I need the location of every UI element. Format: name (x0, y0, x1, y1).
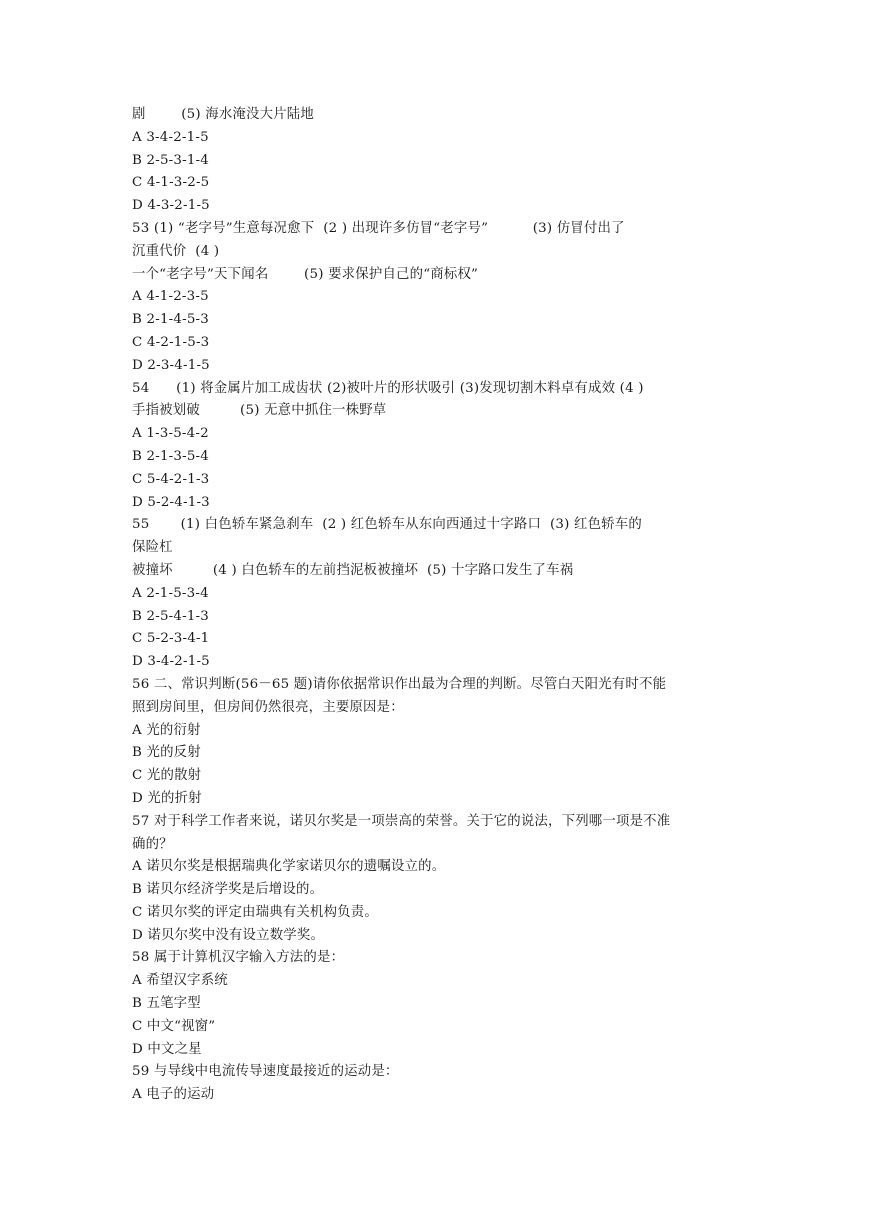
text-line: 照到房间里，但房间仍然很亮，主要原因是： (132, 699, 404, 715)
option-line: B 五笔字型 (132, 996, 201, 1012)
option-line: B 2-1-3-5-4 (132, 448, 209, 464)
option-line: C 5-2-3-4-1 (132, 631, 210, 647)
option-line: B 2-5-4-1-3 (132, 608, 209, 624)
option-line: D 中文之星 (132, 1041, 202, 1057)
text-line: 保险杠 (132, 540, 173, 556)
option-line: A 4-1-2-3-5 (132, 289, 209, 305)
option-line: A 希望汉字系统 (132, 973, 228, 989)
option-line: D 5-2-4-1-3 (132, 494, 210, 510)
option-line: C 诺贝尔奖的评定由瑞典有关机构负责。 (132, 904, 378, 920)
option-line: C 5-4-2-1-3 (132, 471, 210, 487)
option-line: C 4-1-3-2-5 (132, 175, 210, 191)
option-line: A 2-1-5-3-4 (132, 585, 209, 601)
option-line: B 2-1-4-5-3 (132, 312, 209, 328)
option-line: D 诺贝尔奖中没有设立数学奖。 (132, 927, 325, 943)
option-line: B 2-5-3-1-4 (132, 152, 209, 168)
option-line: A 光的衍射 (132, 722, 201, 738)
text-line: 确的？ (132, 836, 173, 852)
question-line: 56 二、常识判断(56－65 题)请你依据常识作出最为合理的判断。尽管白天阳光有时不能 (132, 676, 667, 692)
option-line: D 4-3-2-1-5 (132, 198, 210, 214)
text-line: 剧 (5) 海水淹没大片陆地 (132, 107, 314, 122)
question-line: 55 (1) 白色轿车紧急刹车 (2 ) 红色轿车从东向西通过十字路口 (3) 红色轿车的 (132, 517, 642, 533)
option-line: D 2-3-4-1-5 (132, 357, 210, 373)
text-line: 手指被划破 (5) 无意中抓住一株野草 (132, 403, 387, 419)
question-line: 59 与导线中电流传导速度最接近的运动是： (132, 1064, 399, 1080)
option-line: C 中文“视窗” (132, 1018, 216, 1034)
question-line: 53 (1) “老字号”生意每况愈下 (2 ) 出现许多仿冒“老字号” (3) 仿冒付出了 (132, 220, 625, 236)
text-line: 沉重代价 (4 ) (132, 243, 220, 259)
document-page (132, 104, 742, 1107)
option-line: A 3-4-2-1-5 (132, 129, 209, 145)
question-line: 54 (1) 将金属片加工成齿状 (2)被叶片的形状吸引 (3)发现切割木料卓有成效 (4 ) (132, 380, 644, 396)
option-line: B 光的反射 (132, 745, 201, 761)
option-line: B 诺贝尔经济学奖是后增设的。 (132, 882, 324, 898)
option-line: A 电子的运动 (132, 1087, 215, 1103)
question-line: 57 对于科学工作者来说，诺贝尔奖是一项崇高的荣誉。关于它的说法，下列哪一项是不准 (132, 813, 671, 829)
option-line: D 光的折射 (132, 790, 202, 806)
question-line: 58 属于计算机汉字输入方法的是： (132, 950, 345, 966)
option-line: A 诺贝尔奖是根据瑞典化学家诺贝尔的遗嘱设立的。 (132, 859, 446, 875)
option-line: D 3-4-2-1-5 (132, 654, 210, 670)
option-line: C 光的散射 (132, 768, 202, 784)
option-line: A 1-3-5-4-2 (132, 426, 209, 442)
text-line: 被撞坏 (4 ) 白色轿车的左前挡泥板被撞坏 (5) 十字路口发生了车祸 (132, 562, 574, 578)
text-line: 一个“老字号”天下闻名 (5) 要求保护自己的“商标权” (132, 266, 479, 282)
option-line: C 4-2-1-5-3 (132, 334, 210, 350)
